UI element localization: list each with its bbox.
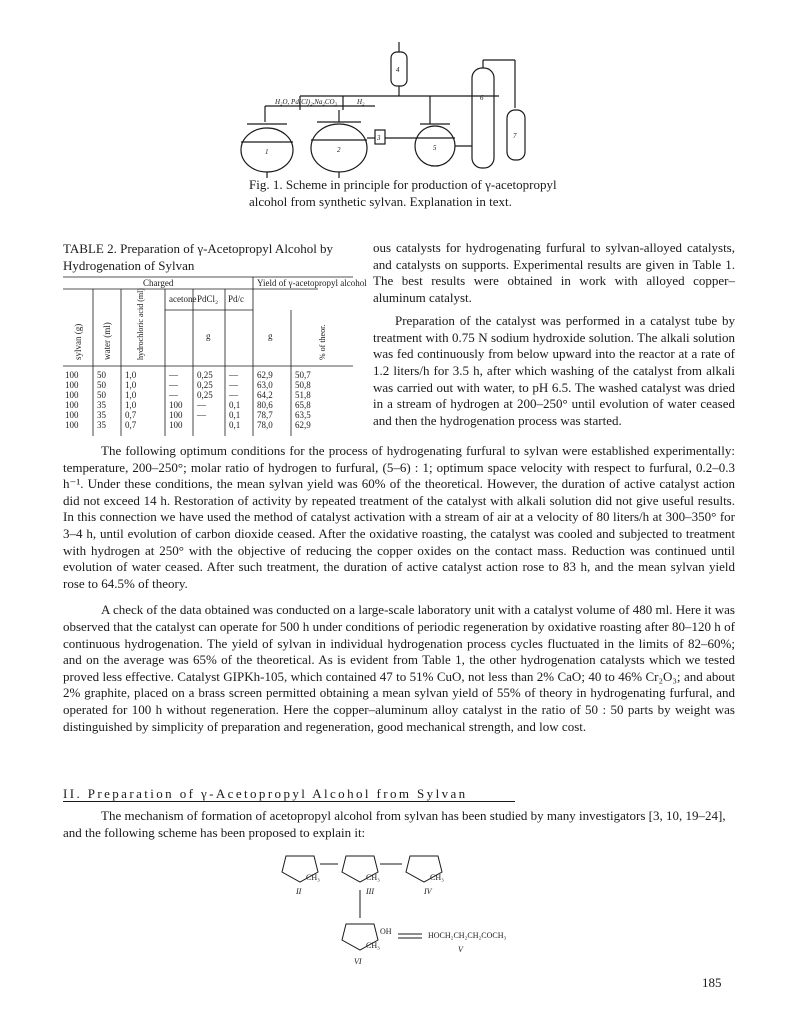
table-cell: 50,8 bbox=[295, 380, 311, 390]
table-cell: 63,5 bbox=[295, 410, 311, 420]
table-cell: 0,1 bbox=[229, 420, 241, 430]
table-cell: — bbox=[197, 410, 206, 420]
table-cell: 50 bbox=[97, 370, 106, 380]
group-ch3-dihydro: CH₃ bbox=[366, 873, 380, 882]
table-cell: — bbox=[229, 390, 238, 400]
table-cell: 100 bbox=[65, 420, 79, 430]
table-cell: — bbox=[229, 380, 238, 390]
table-cell: 78,0 bbox=[257, 420, 273, 430]
label-5: 5 bbox=[433, 144, 437, 152]
table-cell: 35 bbox=[97, 410, 106, 420]
right-paragraph-2: Preparation of the catalyst was performed in a catalyst tube by treatment with 0.75 N sodium hydroxide solution. The alkali solution was fed continuously from below upward into the reactor at a rate of 1.2 liters/h for 3.5 h, after which washing of the catalyst from alkali was carried out with water, to pH 6.5. The washed catalyst was dried in a stream of hydrogen at 200–250° until evolution of water ceased and then the hydrogenation process was started. bbox=[373, 312, 735, 429]
table-cell: — bbox=[169, 380, 178, 390]
table-cell: — bbox=[169, 370, 178, 380]
body-paragraph-1: The following optimum conditions for the process of hydrogenating furfural to sylvan were established experimentally: temperature, 200–250°; molar ratio of hydrogen to furfural, (5–6) : 1; optimum space velocity with respect to furfural, 0.2–0.3 h⁻¹. Under these conditions, the mean sylvan yield was 60% of the theoretical. However, the duration of active catalyst action did not exceed 14 h. Restoration of activity by repeated treatment of the catalyst with alkali solution did not give useful results. In this connection we have used the method of catalyst activation with a stream of air at a velocity of 80 liters/h at 300–350° for 3–4 h, until evolution of carbon dioxide ceased. After the oxidative roasting, the catalyst was cooled and subjected to treatment with hydrogen at 250° with the objective of reducing the copper oxides on the contact mass. Reduction was continued until evolution of water ceased. After such treatment, the duration of active catalyst action rose to 83 h, and the mean sylvan yield rose to 64.5% of theory. bbox=[63, 443, 735, 591]
reaction-scheme bbox=[280, 848, 540, 978]
table-cell: 62,9 bbox=[257, 370, 273, 380]
table-cell: 100 bbox=[65, 370, 79, 380]
label-6: 6 bbox=[480, 94, 484, 102]
col-sylvan: sylvan (g) bbox=[73, 323, 83, 360]
label-1: 1 bbox=[265, 148, 269, 156]
unit-g-yield: g bbox=[268, 331, 273, 341]
table-cell: 1,0 bbox=[125, 380, 137, 390]
mechanism-paragraph: The mechanism of formation of acetopropyl alcohol from sylvan has been studied by many investigators [3, 10, 19–24], and the following scheme has been proposed to explain it: bbox=[63, 808, 726, 840]
label-IV: IV bbox=[424, 887, 432, 896]
table-cell: — bbox=[169, 390, 178, 400]
unit-g-charged: g bbox=[206, 331, 211, 341]
header-yield: Yield of γ-acetopropyl alcohol bbox=[257, 278, 367, 288]
table-cell: 0,7 bbox=[125, 410, 137, 420]
process-scheme-figure bbox=[225, 38, 535, 178]
table-cell: 100 bbox=[65, 390, 79, 400]
table-cell: 0,7 bbox=[125, 420, 137, 430]
table-cell: 50 bbox=[97, 390, 106, 400]
table-cell: 1,0 bbox=[125, 390, 137, 400]
table-cell: 100 bbox=[169, 410, 183, 420]
table-cell: 1,0 bbox=[125, 370, 137, 380]
feed-label-h2: H₂ bbox=[357, 98, 365, 106]
table-cell: 51,8 bbox=[295, 390, 311, 400]
group-ch3-tetrahydro: CH₃ bbox=[430, 873, 444, 882]
table-cell: 0,25 bbox=[197, 380, 213, 390]
right-paragraph-1: ous catalysts for hydrogenating furfural to sylvan-alloyed catalysts, and catalysts on supports. Experimental results are given in Table 1. The best results were obtained in work with alloyed copper–aluminum catalyst. bbox=[373, 240, 735, 306]
label-4: 4 bbox=[396, 66, 400, 74]
table-cell: 1,0 bbox=[125, 400, 137, 410]
table-cell: 35 bbox=[97, 400, 106, 410]
section-underline bbox=[63, 801, 515, 802]
table-cell: 0,25 bbox=[197, 390, 213, 400]
group-oh: OH bbox=[380, 927, 392, 936]
table-cell: 0,1 bbox=[229, 400, 241, 410]
label-VI: VI bbox=[354, 957, 362, 966]
table-cell: 100 bbox=[169, 420, 183, 430]
label-2: 2 bbox=[337, 146, 341, 154]
table-cell: — bbox=[197, 400, 206, 410]
table-cell: 35 bbox=[97, 420, 106, 430]
page-number: 185 bbox=[702, 975, 722, 990]
table-cell: 0,1 bbox=[229, 410, 241, 420]
label-3: 3 bbox=[377, 134, 381, 142]
group-ch3-hemiketal: CH₃ bbox=[366, 941, 380, 950]
mechanism-text bbox=[63, 808, 735, 841]
feed-label-water: H₂O, Pd(Cl)₂,Na₂CO₃ bbox=[275, 98, 338, 106]
body-paragraph-2: A check of the data obtained was conducted on a large-scale laboratory unit with a catalyst volume of 480 ml. Here it was observed that the catalyst can operate for 500 h under conditions of periodic regeneration by oxidative roasting after 80–120 h of continuous hydrogenation. The yield of sylvan in individual hydrogenation process cycles fluctuated in the limits of 82–60%; and on the average was 65% of the theoretical. As is evident from Table 1, the other hydrogenation catalysts which we tested proved less effective. Catalyst GIPKh-105, which contained 47 to 51% CuO, not less than 2% CaO; 40 to 46% Cr₂O₃; and about 2% graphite, placed on a brass screen permitted obtaining a mean sylvan yield of 55% of theory in hydrogenating furfural, and operated for 100 h without regeneration. Here the copper–aluminum alloy catalyst in the ratio of 50 : 50 parts by weight was distinguished by simplicity of preparation and regeneration, good mechanical strength, and low cost. bbox=[63, 602, 735, 734]
col-pdc: Pd/c bbox=[228, 294, 245, 304]
table-cell: 78,7 bbox=[257, 410, 273, 420]
label-II: II bbox=[296, 887, 302, 896]
table-cell: 100 bbox=[169, 400, 183, 410]
column-6 bbox=[472, 68, 494, 168]
table-cell: 0,25 bbox=[197, 370, 213, 380]
section-heading: II. Preparation of γ-Acetopropyl Alcohol from Sylvan bbox=[63, 786, 468, 801]
table-cell: 65,8 bbox=[295, 400, 311, 410]
table-2 bbox=[63, 274, 367, 438]
header-charged: Charged bbox=[143, 278, 174, 288]
col-pct-theor: % of theor. bbox=[318, 324, 327, 360]
figure-caption: Fig. 1. Scheme in principle for production of γ-acetopropyl alcohol from synthetic sylvan. Explanation in text. bbox=[249, 177, 557, 209]
body-text bbox=[63, 443, 735, 735]
col-acetone: acetone bbox=[169, 294, 197, 304]
table-cell: 50,7 bbox=[295, 370, 311, 380]
table-cell: 64,2 bbox=[257, 390, 273, 400]
col-pdcl2: PdCl₂ bbox=[197, 294, 219, 304]
label-V: V bbox=[458, 945, 463, 954]
label-III: III bbox=[366, 887, 374, 896]
group-ch3-sylvan: CH₃ bbox=[306, 873, 320, 882]
table-cell: 100 bbox=[65, 410, 79, 420]
right-column-text bbox=[373, 240, 735, 430]
open-chain-product: HOCH₂CH₂CH₂COCH₃ bbox=[428, 931, 507, 940]
table-cell: 100 bbox=[65, 400, 79, 410]
table-title: TABLE 2. Preparation of γ-Acetopropyl Alcohol by Hydrogenation of Sylvan bbox=[63, 241, 334, 273]
table-cell: 62,9 bbox=[295, 420, 311, 430]
col-hcl: hydrochloric acid (ml) bbox=[136, 288, 145, 360]
table-cell: 63,0 bbox=[257, 380, 273, 390]
table-cell: 100 bbox=[65, 380, 79, 390]
table-cell: 80,6 bbox=[257, 400, 273, 410]
table-cell: — bbox=[229, 370, 238, 380]
col-water: water (ml) bbox=[102, 322, 112, 360]
label-7: 7 bbox=[513, 132, 517, 140]
table-cell: 50 bbox=[97, 380, 106, 390]
